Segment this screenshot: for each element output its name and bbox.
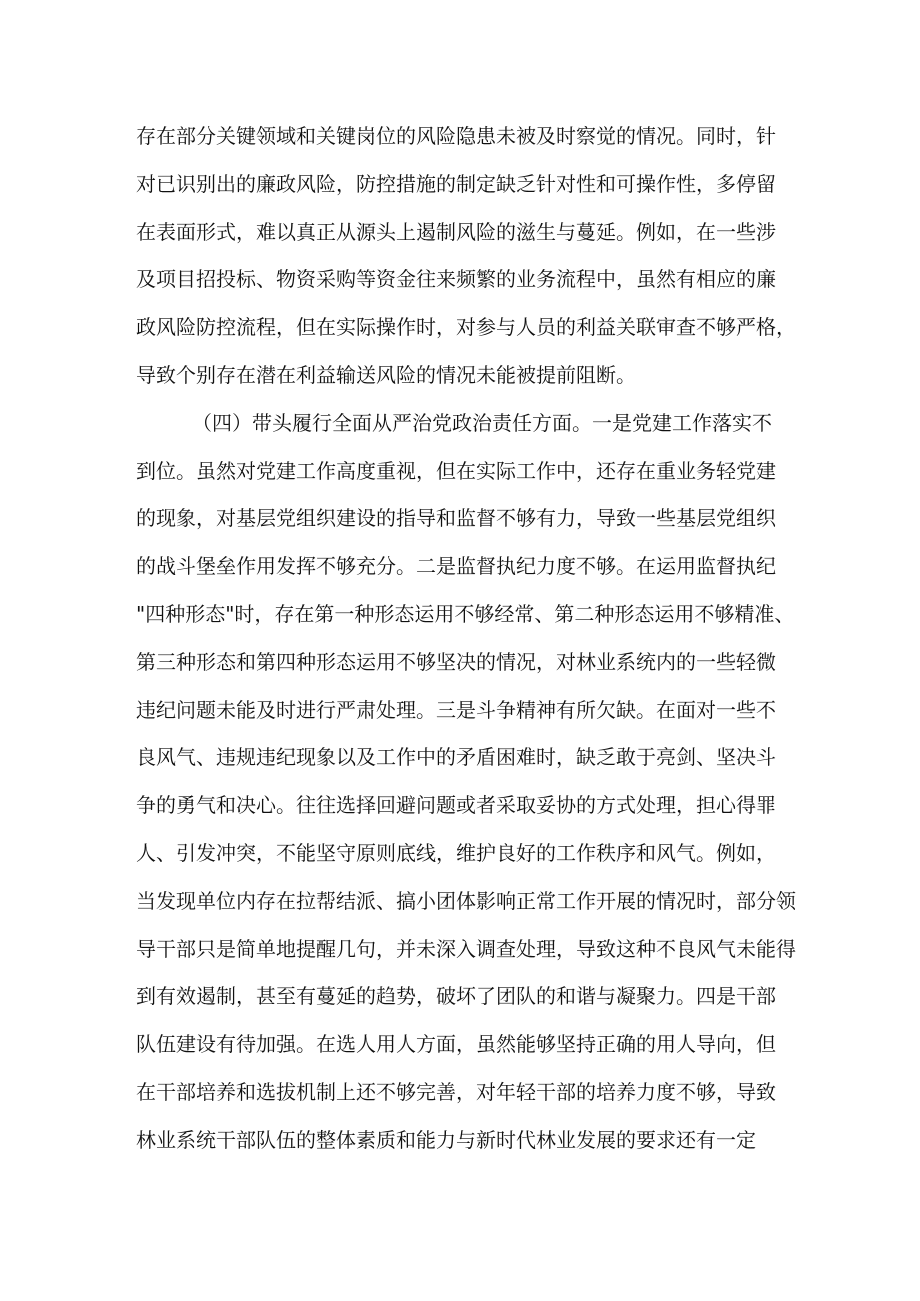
paragraph-party-responsibility <box>136 400 796 1165</box>
text-line: 争的勇气和决心。往往选择回避问题或者采取妥协的方式处理，担心得罪 <box>136 793 776 818</box>
paragraph-risk-control <box>136 113 796 400</box>
text-line: 违纪问题未能及时进行严肃处理。三是斗争精神有所欠缺。在面对一些不 <box>136 697 776 722</box>
text-line: 队伍建设有待加强。在选人用人方面，虽然能够坚持正确的用人导向，但 <box>136 1032 776 1057</box>
text-line: 第三种形态和第四种形态运用不够坚决的情况，对林业系统内的一些轻微 <box>136 649 776 674</box>
text-line: 在表面形式，难以真正从源头上遏制风险的滋生与蔓延。例如，在一些涉 <box>136 219 776 244</box>
text-line: 导干部只是简单地提醒几句，并未深入调查处理，导致这种不良风气未能得 <box>136 936 796 961</box>
text-line: 及项目招投标、物资采购等资金往来频繁的业务流程中，虽然有相应的廉 <box>136 267 776 292</box>
text-line: 林业系统干部队伍的整体素质和能力与新时代林业发展的要求还有一定 <box>136 1127 756 1152</box>
text-line: 的现象，对基层党组织建设的指导和监督不够有力，导致一些基层党组织 <box>136 506 776 531</box>
text-line: 在干部培养和选拔机制上还不够完善，对年轻干部的培养力度不够，导致 <box>136 1079 776 1104</box>
text-line: 当发现单位内存在拉帮结派、搞小团体影响正常工作开展的情况时，部分领 <box>136 888 796 913</box>
text-line: 到有效遏制，甚至有蔓延的趋势，破坏了团队的和谐与凝聚力。四是干部 <box>136 984 776 1009</box>
text-line: 的战斗堡垒作用发挥不够充分。二是监督执纪力度不够。在运用监督执纪 <box>136 554 776 579</box>
section-heading-line: （四）带头履行全面从严治党政治责任方面。一是党建工作落实不 <box>192 410 772 435</box>
text-line: 良风气、违规违纪现象以及工作中的矛盾困难时，缺乏敢于亮剑、坚决斗 <box>136 745 776 770</box>
text-line: "四种形态"时，存在第一种形态运用不够经常、第二种形态运用不够精准、 <box>136 601 795 626</box>
text-line: 政风险防控流程，但在实际操作时，对参与人员的利益关联审查不够严格， <box>136 315 796 340</box>
text-line: 存在部分关键领域和关键岗位的风险隐患未被及时察觉的情况。同时，针 <box>136 124 776 148</box>
document-body <box>136 113 796 1165</box>
text-line: 对已识别出的廉政风险，防控措施的制定缺乏针对性和可操作性，多停留 <box>136 171 776 196</box>
text-line: 导致个别存在潜在利益输送风险的情况未能被提前阻断。 <box>136 362 636 387</box>
text-line: 到位。虽然对党建工作高度重视，但在实际工作中，还存在重业务轻党建 <box>136 458 776 483</box>
text-line: 人、引发冲突，不能坚守原则底线，维护良好的工作秩序和风气。例如， <box>136 840 776 865</box>
